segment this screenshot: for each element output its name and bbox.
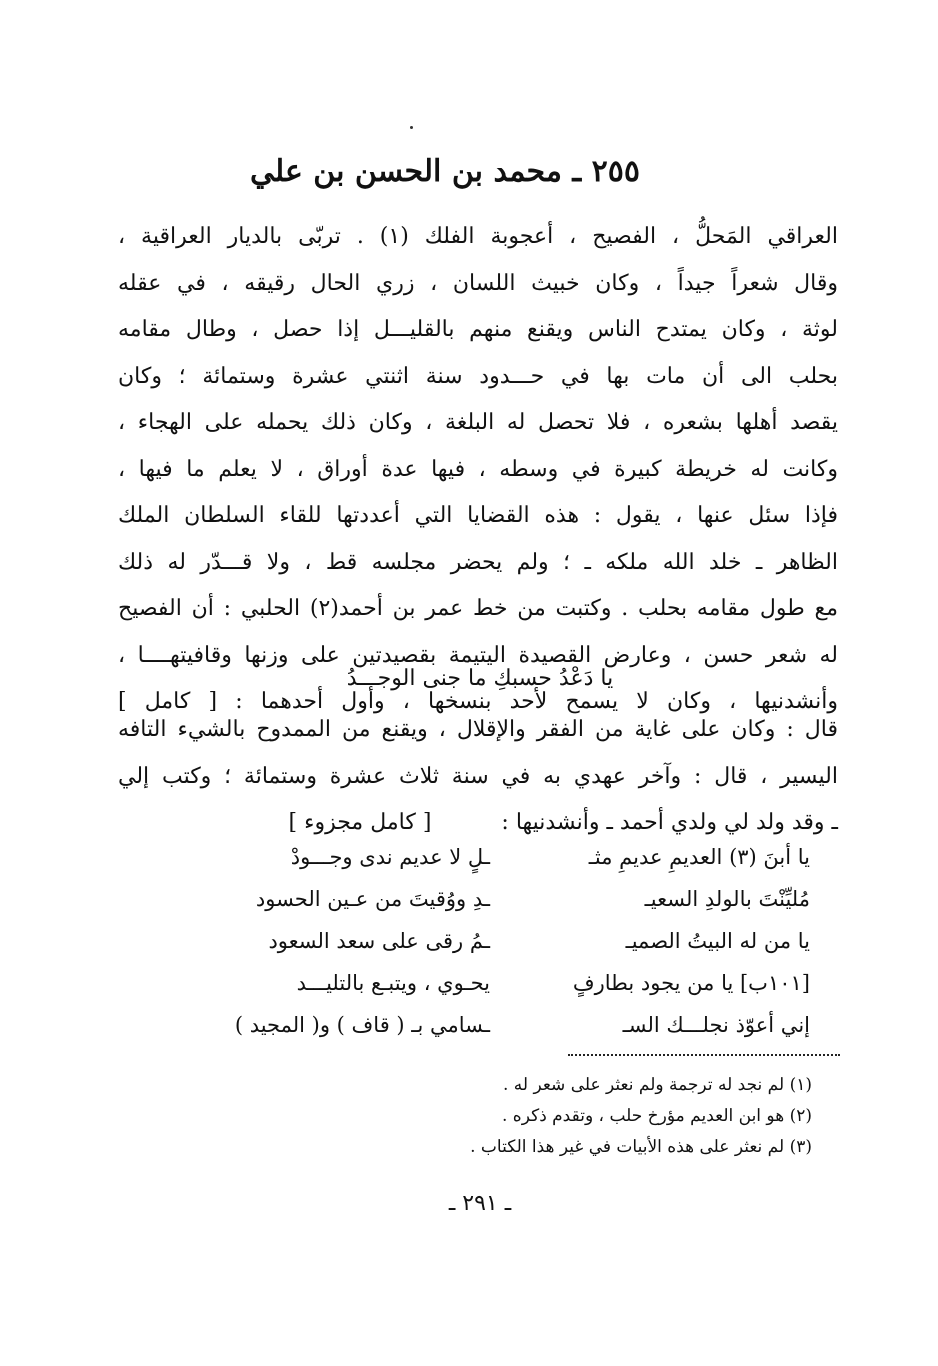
text-line: لوثة ، وكان يمتدح الناس ويقنع منهم بالقليـــل إذا حصل ، وطال مقامه — [118, 317, 838, 342]
first-hemistich: يا من له البيتُ الصميـ — [625, 929, 810, 953]
quoted-hemistich: يا دَعْدُ حسبكِ ما جنى الوجـــدُ — [346, 666, 614, 691]
poem — [200, 836, 810, 1046]
text-line: مع طول مقامه بحلب . وكتبت من خط عمر بن أحمد(٢) الحلبي : أن الفصيح — [118, 596, 839, 621]
footnote: (١) لم نجد له ترجمة ولم نعثر على شعر له . — [502, 1075, 812, 1095]
footnote: (٢) هو ابن العديم مؤرخ حلب ، وتقدم ذكره . — [502, 1106, 812, 1126]
text-line: بحلب الى أن مات بها في حـــدود سنة اثنتي عشرة وستمائة ؛ وكان — [118, 363, 838, 389]
text-line: وكانت له خريطة كبيرة في وسطه ، فيها عدة أوراق ، لا يعلم ما فيها ، — [118, 456, 838, 482]
footnote: (٣) لم نعثر على هذه الأبيات في غير هذا الكتاب . — [470, 1137, 812, 1157]
footnotes — [300, 1070, 812, 1163]
biography-text — [118, 214, 838, 726]
second-hemistich: ـلٍ لا عديم ندى وجـــودْ — [290, 845, 490, 869]
poem-verse — [200, 878, 810, 920]
biography-text-continued — [118, 707, 838, 847]
text-line: اليسير ، قال : وآخر عهدي به في سنة ثلاث عشرة وستمائة ؛ وكتب إلي — [118, 763, 838, 789]
text-line: وقال شعراً جيداً ، وكان خبيث اللسان ، زري الحال رقيقه ، في عقله — [118, 270, 838, 296]
poem-verse — [200, 836, 810, 878]
entry-title: ٢٥٥ ـ محمد بن الحسن بن علي — [250, 154, 640, 189]
text-line: فإذا سئل عنها ، يقول : هذه القضايا التي أعددتها للقاء السلطان الملك — [118, 503, 838, 528]
footnote-separator — [568, 1054, 840, 1056]
first-hemistich: [١٠١ب] يا من يجود بطارفٍ — [572, 971, 810, 995]
poem-verse — [200, 962, 810, 1004]
meter-label: [ كامل مجزوء ] — [288, 810, 432, 835]
first-hemistich: يا أبنَ (٣) العديمِ عديمِ مثـ — [588, 845, 810, 869]
page-number: ـ ٢٩١ ـ — [448, 1191, 512, 1216]
second-hemistich: ـسامي بـ ( قاف ) و( المجيد ) — [234, 1013, 490, 1037]
text-line: الظاهر ـ خلد الله ملكه ـ ؛ ولم يحضر مجلسه قط ، ولا قـــدّر له ذلك — [118, 549, 838, 575]
text-line: له شعر حسن ، وعارض القصيدة اليتيمة بقصيدتين على وزنها وقافيتهــــا ، — [118, 642, 838, 668]
second-hemistich: ـمُ رقى على سعد السعود — [268, 929, 490, 953]
text-line: العراقي المَحلُّ ، الفصيح ، أعجوبة الفلك (١) . تربّى بالديار العراقية ، — [118, 224, 838, 249]
text-line: قال : وكان على غاية من الفقر والإقلال ، ويقنع من الممدوح بالشيء التافه — [118, 717, 838, 742]
last-line-text: ـ وقد ولد لي ولدي أحمد ـ وأنشدنيها : — [501, 810, 838, 835]
poem-verse — [200, 1004, 810, 1046]
poem-verse — [200, 920, 810, 962]
second-hemistich: يحـوي ، ويتبـع بالتليـــد — [296, 971, 490, 995]
second-hemistich: ـدِ ووُقيتَ من عـين الحسود — [255, 887, 490, 911]
text-line: وأنشدنيها ، وكان لا يسمح لأحد بنسخها ، وأول أحدهما : [ كامل ] — [118, 689, 838, 714]
first-hemistich: إني أعوّذ نجلـــك السـ — [622, 1013, 810, 1037]
first-hemistich: مُليِّنْتَ بالولدِ السعيـ — [644, 887, 810, 911]
scan-speck — [410, 126, 413, 129]
text-line: يقصد أهلها بشعره ، فلا تحصل له البلغة ، وكان ذلك يحمله على الهجاء ، — [118, 410, 838, 435]
